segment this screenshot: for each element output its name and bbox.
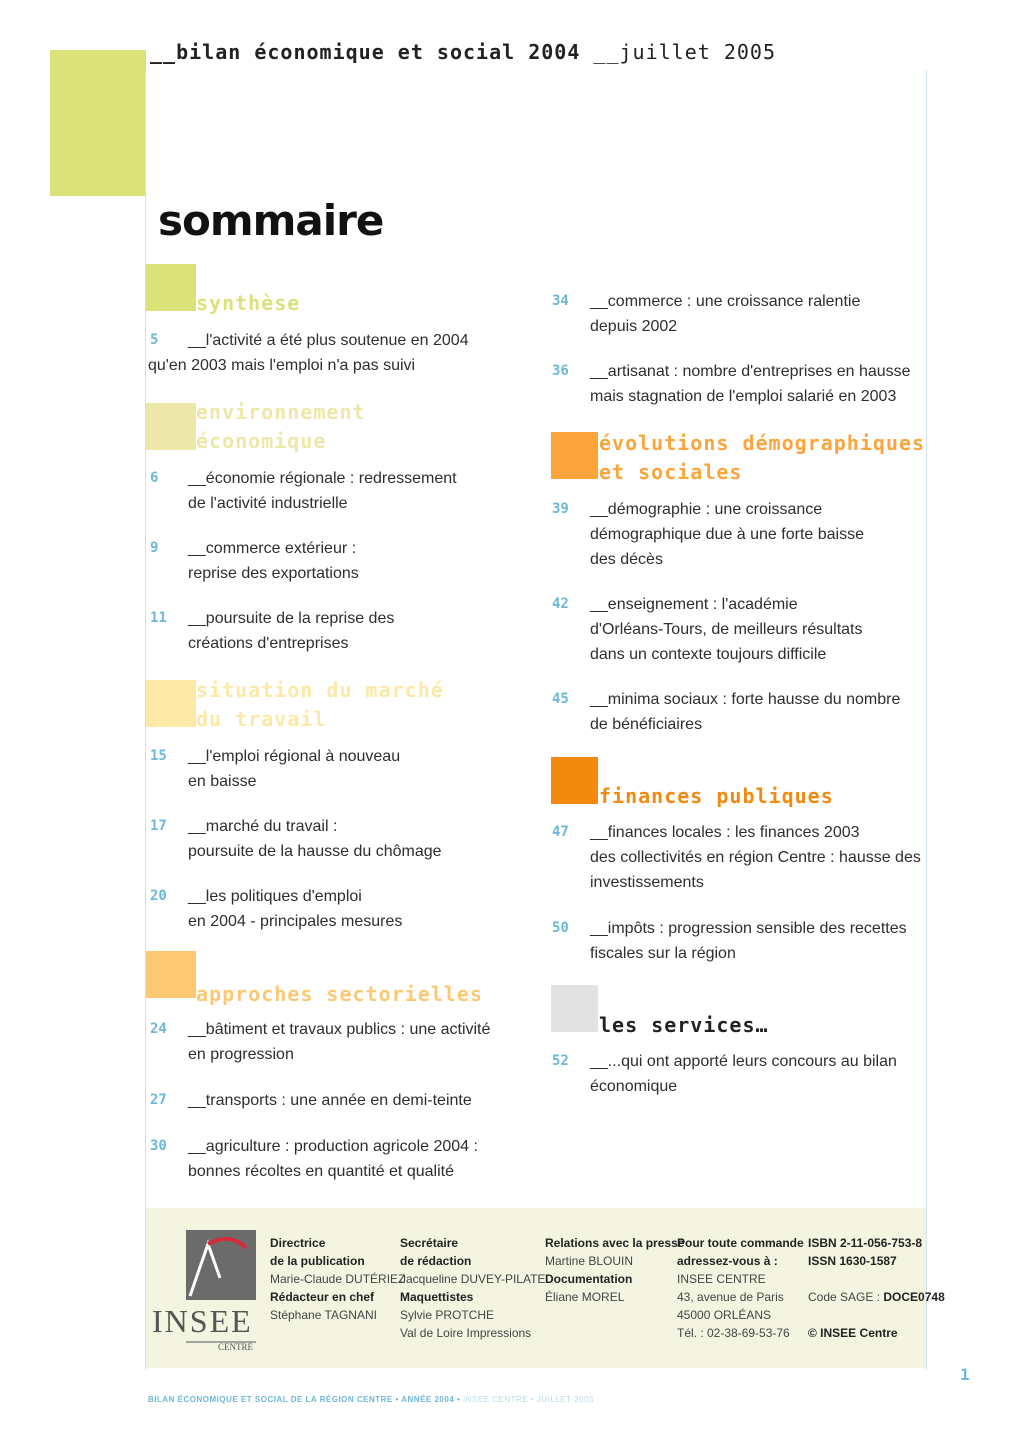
toc-entry[interactable]: 24 __bâtiment et travaux publics : une activité en progression — [150, 1021, 491, 1063]
toc-entry[interactable]: 15 __l'emploi régional à nouveau en baisse — [150, 748, 401, 790]
running-footer: BILAN ÉCONOMIQUE ET SOCIAL DE LA RÉGION CENTRE • ANNÉE 2004 • INSEE CENTRE • JUILLET 2005 — [148, 1395, 594, 1404]
toc-entry[interactable]: 11 __poursuite de la reprise des créations d'entreprises — [150, 610, 395, 652]
section-title-marche: situation du marché du travail — [196, 678, 444, 731]
section-swatch-marche — [146, 680, 196, 727]
logo-wordmark: INSEE — [152, 1303, 253, 1339]
toc-entry[interactable]: 36 __artisanat : nombre d'entreprises en hausse mais stagnation de l'emploi salarié en 2003 — [552, 363, 911, 405]
page-title: sommaire — [158, 196, 384, 245]
toc-entry[interactable]: 9 __commerce extérieur : reprise des exportations — [150, 540, 359, 582]
section-title-approches: approches sectorielles — [196, 982, 483, 1006]
publication-date: __juillet 2005 — [593, 40, 776, 64]
logo-subtitle: CENTRE — [218, 1342, 253, 1352]
toc-entry[interactable]: 34 __commerce : une croissance ralentie depuis 2002 — [552, 293, 861, 335]
header-color-block — [50, 50, 146, 196]
section-swatch-environnement — [146, 403, 196, 450]
section-swatch-services — [551, 985, 598, 1032]
colophon-commande: Pour toute commande adressez-vous à : INSEE CENTRE 43, avenue de Paris 45000 ORLÉANS Tél. : 02-38-69-53-76 — [677, 1236, 804, 1340]
section-swatch-synthese — [146, 264, 196, 311]
section-swatch-approches — [146, 951, 196, 998]
colophon-isbn: ISBN 2-11-056-753-8 ISSN 1630-1587 Code SAGE : DOCE0748 © INSEE Centre — [808, 1236, 945, 1340]
page-number: 1 — [960, 1365, 970, 1384]
insee-logo-icon — [150, 1226, 260, 1356]
section-title-evolutions: évolutions démographiques et sociales — [599, 431, 926, 484]
toc-entry[interactable]: 42 __enseignement : l'académie d'Orléans-Tours, de meilleurs résultats dans un contexte toujours difficile — [552, 596, 863, 663]
section-swatch-evolutions — [551, 432, 598, 479]
toc-entry[interactable]: 20 __les politiques d'emploi en 2004 - principales mesures — [150, 888, 403, 930]
colophon-redaction: Secrétaire de rédaction Jacqueline DUVEY-PILATE Maquettistes Sylvie PROTCHE Val de Loire Impressions — [400, 1236, 546, 1340]
section-swatch-finances — [551, 757, 598, 804]
section-title-environnement: environnement économique — [196, 400, 366, 453]
section-title-synthese: synthèse — [196, 291, 301, 315]
toc-entry[interactable]: 47 __finances locales : les finances 2003 des collectivités en région Centre : hausse des investissements — [552, 824, 921, 891]
toc-entry[interactable]: 45 __minima sociaux : forte hausse du nombre de bénéficiaires — [552, 691, 901, 733]
toc-entry[interactable]: 6 __économie régionale : redressement de l'activité industrielle — [150, 470, 457, 512]
publication-title: __bilan économique et social 2004 — [150, 40, 581, 64]
toc-entry[interactable]: 27 __transports : une année en demi-teinte — [150, 1092, 472, 1109]
toc-entry[interactable]: 50 __impôts : progression sensible des recettes fiscales sur la région — [552, 920, 907, 962]
toc-entry[interactable]: 39 __démographie : une croissance démographique due à une forte baisse des décès — [552, 501, 864, 568]
page-header — [150, 40, 776, 64]
right-rule — [926, 70, 927, 1370]
toc-entry[interactable]: 30 __agriculture : production agricole 2004 : bonnes récoltes en quantité et qualité — [150, 1138, 478, 1180]
colophon-publication: Directrice de la publication Marie-Claude DUTÉRIEZ Rédacteur en chef Stéphane TAGNANI — [270, 1236, 406, 1322]
section-title-services: les services… — [599, 1013, 769, 1037]
toc-entry[interactable]: 17 __marché du travail : poursuite de la hausse du chômage — [150, 818, 442, 860]
toc-entry[interactable]: 5 __l'activité a été plus soutenue en 2004 qu'en 2003 mais l'emploi n'a pas suivi — [148, 332, 469, 374]
toc-entry[interactable]: 52 __...qui ont apporté leurs concours au bilan économique — [552, 1053, 897, 1095]
section-title-finances: finances publiques — [599, 784, 834, 808]
insee-logo — [150, 1226, 260, 1356]
colophon-presse: Relations avec la presse Martine BLOUIN Documentation Éliane MOREL — [545, 1236, 685, 1304]
